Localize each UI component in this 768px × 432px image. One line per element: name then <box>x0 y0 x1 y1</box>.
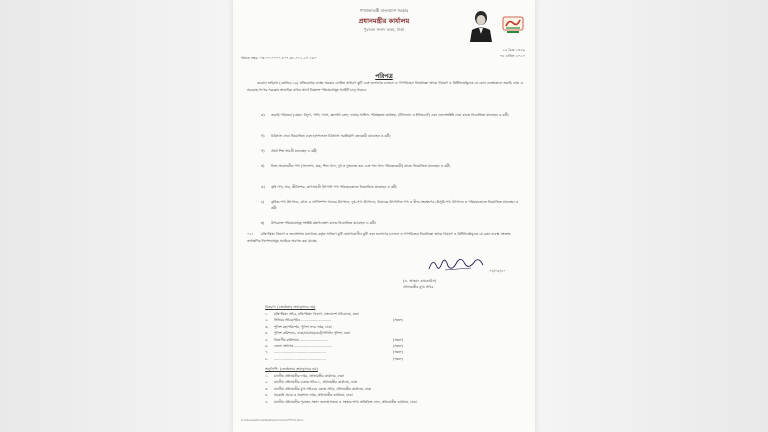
item-number: ৫. <box>265 399 269 404</box>
date-block <box>481 48 525 59</box>
second-paragraph <box>247 231 523 245</box>
item-number: ১. <box>265 374 269 378</box>
item-text: মাননীয় প্রধানমন্ত্রীর মুখ্য সচিবের একান্ত সচিব, প্রধানমন্ত্রীর কার্যালয়, ঢাকা <box>274 386 372 391</box>
distribution-heading: বিতরণ: (জ্যেষ্ঠতার ক্রমানুসারে নয়) <box>265 305 316 309</box>
list-item <box>261 220 523 226</box>
item-text: চিকিৎসা সেবা নিয়োজিত এবং হাসপাতাল চিকিৎসা সরঞ্জামাদি বহনকারী যানবাহন ও কর্মী; <box>271 134 391 138</box>
item-number: ক) <box>261 113 265 117</box>
office-name: প্রধানমন্ত্রীর কার্যালয় <box>358 17 410 25</box>
item-text: মাননীয় প্রধানমন্ত্রীর পুরাতন সংসদ ভবনস্থ সমন্বয় ও সংস্কার শাখা অতিরিক্ত সেল, প্রধানমন্ত্রীর কার্যালয়, ঢাকা <box>274 399 417 404</box>
item-text: সরকারি প্রচার ও প্রকাশনা দপ্তর, প্রধানমন্ত্রীর কার্যালয়, ঢাকা <box>274 393 353 398</box>
item-text: পুলিশ মহাপরিদর্শক, পুলিশ সদর দপ্তর, ঢাকা <box>274 324 332 329</box>
copy-list <box>265 373 521 405</box>
item-suffix: (সকল) <box>393 356 403 361</box>
item-text: কৃষিজ-পণ্য উৎপাদন, মৎস্য ও প্রাণিসম্পদ খাতের উৎপাদন, দুগ্ধ-পণ্য উৎপাদন, খামারের উৎপাদিত পণ্য ও বীজ-সংরক্ষণের মৌসুমি পণ্য উৎপাদন ও পরিবহনকাজে নিয়োজিত যানবাহন ও কর্মী; <box>271 200 519 211</box>
item-number: ৭. <box>265 350 269 355</box>
item-text: ঔষধ শিল্প সামগ্রী যানবাহন ও কর্মী; <box>271 149 318 153</box>
file-path-footer: C:\Users\Admin\Desktop\Circular\পরিপত্র.docx <box>241 418 304 422</box>
memo-line <box>241 55 317 62</box>
signatory-block <box>403 278 513 290</box>
item-text: জেলা প্রশাসক ................................... <box>274 344 332 349</box>
item-text: মাননীয় প্রধানমন্ত্রীর দপ্তর, প্রধানমন্ত্রীর কার্যালয়, ঢাকা <box>274 374 344 378</box>
list-item <box>265 356 465 362</box>
copy-heading: অনুলিপি: (জ্যেষ্ঠতার ক্রমানুসারে নয়) <box>265 367 318 371</box>
item-number: ঘ) <box>261 164 265 168</box>
signature-image <box>425 253 491 275</box>
signatory-designation: প্রধানমন্ত্রীর মুখ্য সচিব <box>403 285 434 289</box>
intro-paragraph: করোনা ভাইরাস (কোভিড-১৯) প্রতিরোধের লক্ষ্যে সরকার ঘোষিত সাধারণ ছুটি এবং জনগণের চলাচল ও গণপরিবহন নিষেধাজ্ঞা অথবা নিয়ন্ত্রণ ও বিধিনিষেধমূলক যে কোন ব্যবস্থাকালে জরুরি সেবা ও সরবরাহ-পণ্যের সরবরাহ স্বাভাবিক রাখার স্বার্থে নিম্নোক্ত পরিষেবাসমূহ সবাইটি চালু থাকবে: <box>247 81 523 92</box>
item-text: সিনিয়র সচিব/সচিব ............................ <box>274 318 332 323</box>
list-item <box>261 163 523 169</box>
circular-page <box>233 0 535 432</box>
item-number: ৮. <box>265 356 269 361</box>
item-number: গ) <box>261 149 265 153</box>
list-item <box>265 399 521 405</box>
item-text: নিত্য প্রয়োজনীয় পণ্য (খাদ্যশস্য, মাছ, শিশু খাদ্য, দুধ ও দুগ্ধজাত দ্রব্য এবং পশু খাদ্য পরিবহনকারী) কাজে নিয়োজিত যানবাহন ও কর্মী; <box>271 164 451 168</box>
item-number: ৬. <box>265 344 269 349</box>
office-address: পুরাতন সংসদ ভবন, ঢাকা <box>363 27 405 32</box>
item-number: ঙ) <box>261 185 265 189</box>
item-suffix: (সকল) <box>393 344 403 349</box>
paragraph-number: ০২। <box>247 232 253 236</box>
date-english: ০৪ এপ্রিল ২০২০ <box>499 53 525 58</box>
item-number: চ) <box>261 200 265 204</box>
item-text: ................................................ <box>274 350 326 355</box>
item-suffix: (সকল) <box>393 318 403 323</box>
list-item <box>261 184 523 190</box>
signatory-name: (ড. আহমদ কায়কাউস) <box>403 279 437 283</box>
item-number: ৫. <box>265 337 269 342</box>
item-text: ................................................ <box>274 356 326 361</box>
signature-date: ০৪/০৪/২০ <box>489 269 506 273</box>
item-suffix: (সকল) <box>393 350 403 355</box>
paragraph-text: মন্ত্রিপরিষদ বিভাগ ও জনপ্রশাসন মন্ত্রণালয় কর্তৃক সাধারণ ছুটি ঘোষণাকালীন ছুটি এবং জনগণের চলাচল ও গণপরিবহন নিষেধাজ্ঞা অথবা নিয়ন্ত্রণ ও বিধিনিষেধমূলক যে কোন ব্যবস্থা সংক্রান্ত তাৎক্ষণিক নির্দেশনাসমূহ সবাইকে অবগত করা যাচ্ছে। <box>247 232 511 243</box>
item-text: উপরোক্ত পরিষেবাসমূহ সংশ্লিষ্ট রক্ষণাবেক্ষণ কাজে নিয়োজিত যানবাহন ও কর্মী। <box>271 221 377 225</box>
item-number: ৪. <box>265 393 269 398</box>
mujib-year-logo <box>501 14 525 36</box>
item-number: ২. <box>265 380 269 385</box>
item-number: ৪. <box>265 331 269 336</box>
item-number: ১. <box>265 312 269 316</box>
item-number: ৩. <box>265 386 269 391</box>
circular-title: পরিপত্র <box>375 73 393 80</box>
item-suffix: (সকল) <box>393 337 403 342</box>
item-number: ৩. <box>265 324 269 329</box>
item-text: পুলিশ কমিশনার, ঢাকা/চট্টগ্রাম/মেট্রোপলিটন পুলিশ, ঢাকা <box>274 331 351 336</box>
government-name: গণপ্রজাতন্ত্রী বাংলাদেশ সরকার <box>359 8 409 13</box>
list-item <box>261 199 523 212</box>
item-text: কৃষি পণ্য, সার, কীটনাশক, ত্রাণসামগ্রী উৎপাদি পণ্য পরিবহনকাজে নিয়োজিত যানবাহন ও কর্মী; <box>271 185 398 189</box>
date-bangla: ২২ চৈত্র ১৪২৬ <box>502 48 525 52</box>
item-number: খ) <box>261 134 265 138</box>
list-item <box>261 133 523 139</box>
item-text: মাননীয় প্রধানমন্ত্রীর একান্ত সচিব-১, প্রধানমন্ত্রীর কার্যালয়, ঢাকা <box>274 380 358 385</box>
item-text: বিভাগীয় কমিশনার .......................... <box>274 337 328 342</box>
item-number: ছ) <box>261 221 265 225</box>
memo-number: ০৩.০০.০০০০.৫০৭.৩১.০১১.২০.১৯০ <box>259 56 317 60</box>
distribution-list <box>265 311 465 362</box>
item-number: ২. <box>265 318 269 323</box>
memo-label: স্মারক নম্বর: <box>241 56 259 60</box>
list-item <box>261 112 523 118</box>
list-item <box>261 148 523 154</box>
item-text: জরুরি পরিষেবা (যেমন: বিদ্যুৎ, পানি, গ্যাস, জ্বালানি তেল, ফায়ার সার্ভিস, পরিচ্ছন্নতা কার্যক্রম, টেলিফোন ও ইন্টারনেট) এবং এতদসংশ্লিষ্ট সেবা কাজে নিয়োজিত যানবাহন ও কর্মী; <box>271 113 509 117</box>
item-text: মন্ত্রিপরিষদ সচিব, মন্ত্রিপরিষদ বিভাগ, বাংলাদেশ সচিবালয়, ঢাকা <box>274 312 359 316</box>
portrait-image <box>467 8 495 42</box>
